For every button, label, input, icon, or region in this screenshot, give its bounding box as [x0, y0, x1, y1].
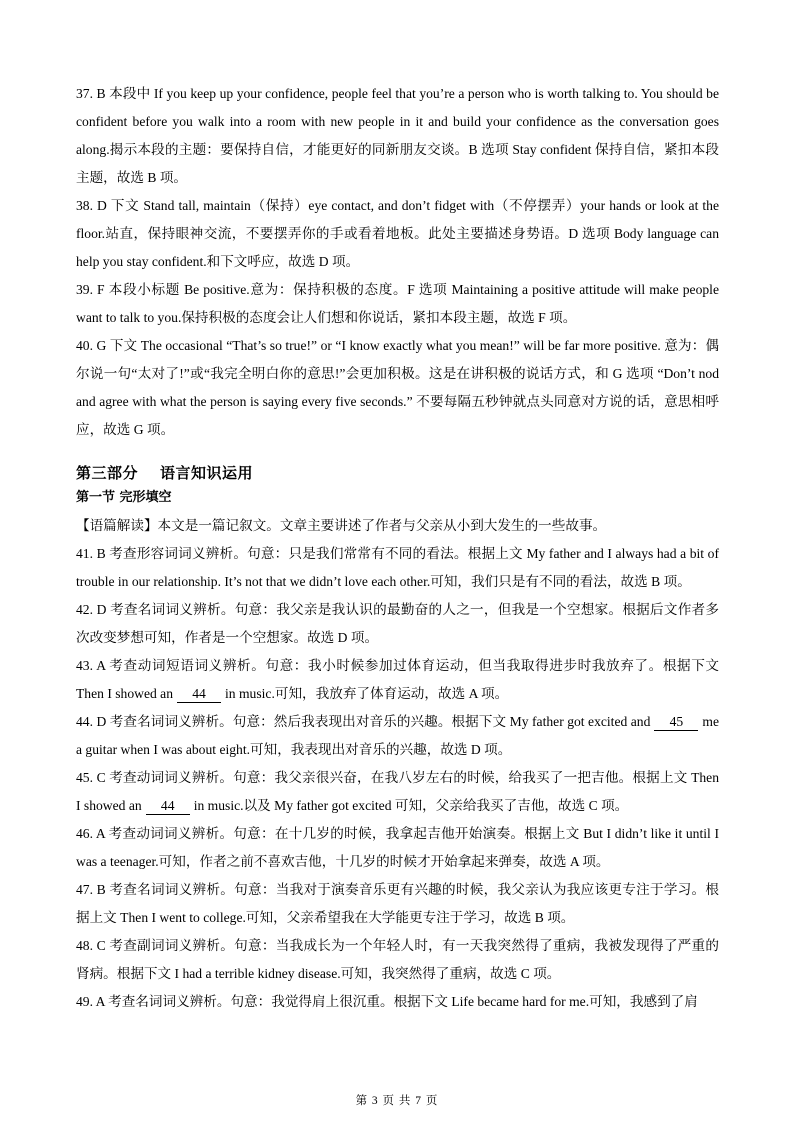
- answer-44: [76, 708, 719, 764]
- answer-41: 41. B 考查形容词词义辨析。句意：只是我们常常有不同的看法。根据上文 My father and I always had a bit of trouble in our relationship. It’s not that we didn’t love each other.可知，我们只是有不同的看法，故选 B 项。: [76, 546, 719, 589]
- answer-44-blank: 45: [654, 714, 698, 731]
- answer-39: 39. F 本段小标题 Be positive.意为：保持积极的态度。F 选项 Maintaining a positive attitude will make people want to talk to you.保持积极的态度会让人们想和你说话，紧扣本段主题，故选 F 项。: [76, 282, 719, 325]
- answer-48: 48. C 考查副词词义辨析。句意：当我成长为一个年轻人时，有一天我突然得了重病，我被发现得了严重的肾病。根据下文 I had a terrible kidney disease.可知，我突然得了重病，故选 C 项。: [76, 938, 719, 981]
- page-content: [76, 80, 719, 1016]
- answer-43-text-after: in music.可知，我放弃了体育运动，故选 A 项。: [225, 686, 509, 701]
- answer-45-text-after: in music.以及 My father got excited 可知，父亲给我买了吉他，故选 C 项。: [193, 798, 629, 813]
- answer-43: [76, 652, 719, 708]
- answer-42: 42. D 考查名词词义辨析。句意：我父亲是我认识的最勤奋的人之一，但我是一个空想家。根据后文作者多次改变梦想可知，作者是一个空想家。故选 D 项。: [76, 602, 719, 645]
- section-heading: [76, 462, 719, 484]
- answer-45-text-before: 45. C 考查动词词义辨析。句意：我父亲很兴奋，在我八岁左右的时候，给我买了一把吉他。根据上文 Then I showed an: [76, 770, 719, 813]
- answer-47: 47. B 考查名词词义辨析。句意：当我对于演奏音乐更有兴趣的时候，我父亲认为我应该更专注于学习。根据上文 Then I went to college.可知，父亲希望我在大学能更专注于学习，故选 B 项。: [76, 882, 719, 925]
- answer-43-blank: 44: [177, 686, 221, 703]
- passage-intro: 【语篇解读】本文是一篇记叙文。文章主要讲述了作者与父亲从小到大发生的一些故事。: [76, 518, 607, 533]
- answer-37: 37. B 本段中 If you keep up your confidence, people feel that you’re a person who is worth talking to. You should be confident before you walk into a room with new people in it and build your confidence as the conversation goes along.揭示本段的主题：要保持自信，才能更好的同新朋友交谈。B 选项 Stay confident 保持自信，紧扣本段主题，故选 B 项。: [76, 86, 719, 185]
- answer-44-text-after: me a guitar when I was about eight.可知，我表现出对音乐的兴趣，故选 D 项。: [76, 714, 719, 757]
- answer-45: [76, 764, 719, 820]
- section-part-label: 第三部分: [76, 464, 139, 482]
- answer-43-text-before: 43. A 考查动词短语词义辨析。句意：我小时候参加过体育运动，但当我取得进步时我放弃了。根据下文 Then I showed an: [76, 658, 719, 701]
- subsection-heading: 第一节 完形填空: [76, 490, 172, 505]
- section-part-name: 语言知识运用: [160, 464, 254, 482]
- answer-45-blank: 44: [146, 798, 190, 815]
- answer-49: 49. A 考查名词词义辨析。句意：我觉得肩上很沉重。根据下文 Life became hard for me.可知，我感到了肩: [76, 994, 698, 1009]
- answer-38: 38. D 下文 Stand tall, maintain（保持）eye contact, and don’t fidget with（不停摆弄）your hands or look at the floor.站直，保持眼神交流，不要摆弄你的手或看着地板。此处主要描述身势语。D 选项 Body language can help you stay confident.和下文呼应，故选 D 项。: [76, 198, 719, 269]
- answer-40: 40. G 下文 The occasional “That’s so true!” or “I know exactly what you mean!” will be far more positive. 意为：偶尔说一句“太对了!”或“我完全明白你的意思!”会更加积极。这是在讲积极的说话方式，和 G 选项 “Don’t nod and agree with what the person is saying every five seconds.” 不要每隔五秒钟就点头同意对方说的话，意思相呼应，故选 G 项。: [76, 338, 719, 437]
- answer-44-text-before: 44. D 考查名词词义辨析。句意：然后我表现出对音乐的兴趣。根据下文 My father got excited and: [76, 714, 651, 729]
- page-footer: 第 3 页 共 7 页: [355, 1095, 439, 1107]
- answer-46: 46. A 考查动词词义辨析。句意：在十几岁的时候，我拿起吉他开始演奏。根据上文 But I didn’t like it until I was a teenager.可知，作者之前不喜欢吉他，十几岁的时候才开始拿起来弹奏，故选 A 项。: [76, 826, 719, 869]
